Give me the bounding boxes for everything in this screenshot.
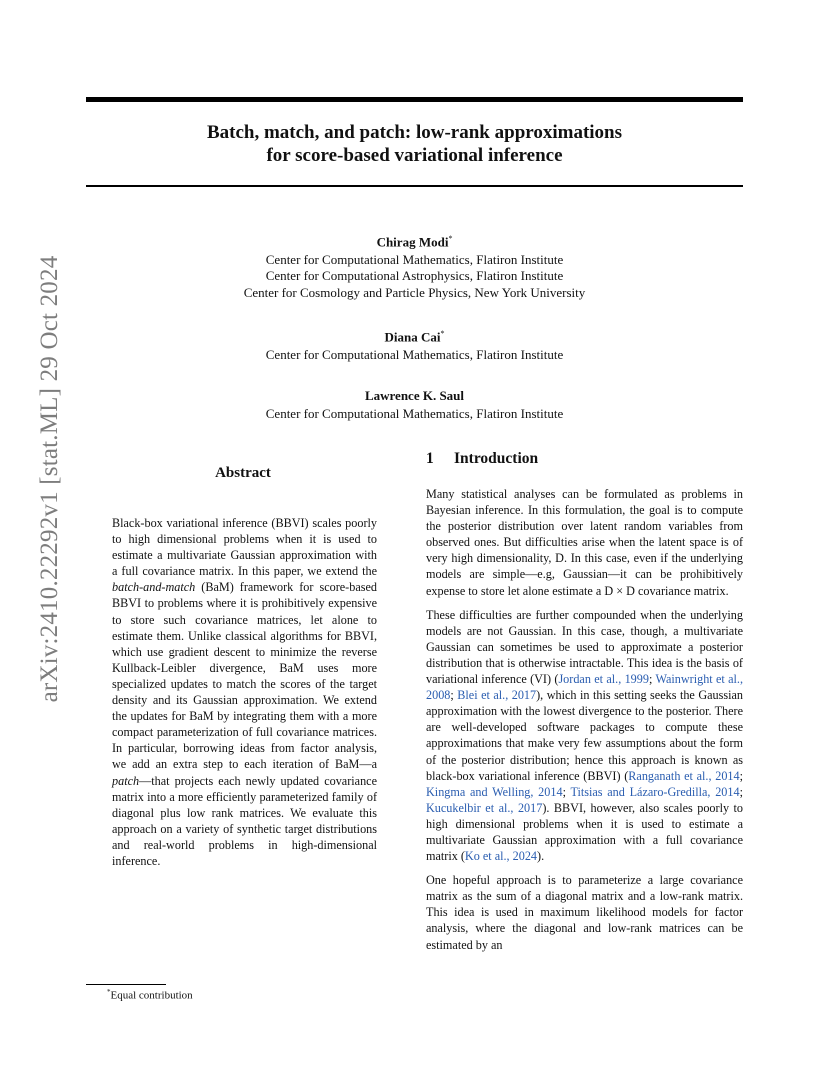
title-line-2: for score-based variational inference — [266, 145, 563, 166]
title-rule-top — [86, 97, 743, 102]
citation-link[interactable]: Ranganath et al., 2014 — [628, 768, 740, 783]
author-affiliation: Center for Cosmology and Particle Physics, New York University — [243, 284, 586, 300]
footnote-rule — [86, 984, 166, 985]
author-block-2 — [86, 326, 743, 363]
citation-link[interactable]: Wainwright et al., 2008 — [426, 672, 743, 703]
paper-title — [86, 121, 743, 167]
citation-link[interactable]: Kingma and Welling, 2014 — [426, 784, 563, 799]
author-block-1 — [86, 231, 743, 301]
author-name: Diana Cai* — [384, 329, 445, 345]
citation-link[interactable]: Kucukelbir et al., 2017 — [426, 800, 543, 815]
citation-link[interactable]: Jordan et al., 1999 — [558, 672, 649, 687]
citation-link[interactable]: Ko et al., 2024 — [464, 849, 538, 864]
author-name: Chirag Modi* — [376, 234, 453, 250]
abstract-heading: Abstract — [215, 465, 271, 481]
introduction-body — [426, 486, 743, 961]
citation-link[interactable]: Blei et al., 2017 — [457, 688, 537, 703]
section-heading-introduction — [426, 450, 538, 468]
abstract-text: Black-box variational inference (BBVI) scales poorly to high dimensional problems when it is used to estimate a multivariate Gaussian approximation with a full covariance matrix. In this paper, we extend the batch-and-match (BaM) framework for score-based BBVI to problems where it is prohibitively expensive to store such covariance matrices, let alone to estimate them. Unlike classical algorithms for BBVI, which use gradient descent to minimize the reverse Kullback-Leibler divergence, BaM uses more specialized updates to match the scores of the target density and its Gaussian approximation. We extend the updates for BaM by integrating them with a more compact parameterization of full covariance matrices. In particular, borrowing ideas from factor analysis, we add an extra step to each iteration of BaM—a patch—that projects each newly updated covariance matrix into a more efficiently parameterized family of diagonal plus low rank matrices. We evaluate this approach on a variety of synthetic target distributions and real-world problems in high-dimensional inference. — [112, 516, 377, 868]
author-affiliation: Center for Computational Mathematics, Flatiron Institute — [265, 346, 564, 362]
author-affiliation: Center for Computational Mathematics, Flatiron Institute — [265, 405, 564, 421]
citation-link[interactable]: Titsias and Lázaro-Gredilla, 2014 — [570, 784, 740, 799]
intro-paragraph-2: These difficulties are further compounded when the underlying models are not Gaussian. In this case, though, a multivariate Gaussian can sometimes be used to approximate a posterior distribution that is otherwise intractable. This idea is the basis of variational inference (VI) (Jordan et al., 1999; Wainwright et al., 2008; Blei et al., 2017), which in this setting seeks the Gaussian approximation with the lowest divergence to the posterior. There are well-developed software packages to compute these approximations that make very few assumptions about the form of the posterior distribution; hence this approach is known as black-box variational inference (BBVI) (Ranganath et al., 2014; Kingma and Welling, 2014; Titsias and Lázaro-Gredilla, 2014; Kucukelbir et al., 2017). BBVI, however, also scales poorly to high dimensional problems when it is used to estimate a multivariate Gaussian approximation with a full covariance matrix (Ko et al., 2024). — [426, 607, 744, 864]
intro-paragraph-3: One hopeful approach is to parameterize a large covariance matrix as the sum of a diagonal matrix and a low-rank matrix. This idea is used in maximum likelihood models for factor analysis, where the diagonal and low-rank matrices can be estimated by an — [426, 873, 743, 952]
author-name: Lawrence K. Saul — [364, 388, 465, 403]
author-affiliation: Center for Computational Mathematics, Flatiron Institute — [265, 251, 564, 267]
author-block-3 — [86, 388, 743, 422]
arxiv-identifier: arXiv:2410.22292v1 [stat.ML] 29 Oct 2024 — [36, 255, 63, 703]
intro-paragraph-1: Many statistical analyses can be formulated as problems in Bayesian inference. In this formulation, the goal is to compute the posterior distribution over latent random variables from observed ones. But difficulties arise when the latent space is of very high dimensionality, D. In this case, even if the underlying models are simple—e.g, Gaussian—it can be prohibitively expense to store let alone estimate a D × D covariance matrix. — [426, 487, 743, 598]
section-title: Introduction — [454, 450, 539, 467]
author-affiliation: Center for Computational Astrophysics, Flatiron Institute — [265, 268, 564, 284]
title-rule-bottom — [86, 185, 743, 187]
section-number: 1 — [426, 450, 434, 467]
title-line-1: Batch, match, and patch: low-rank approximations — [206, 122, 623, 143]
footnote: *Equal contribution — [107, 988, 193, 1002]
